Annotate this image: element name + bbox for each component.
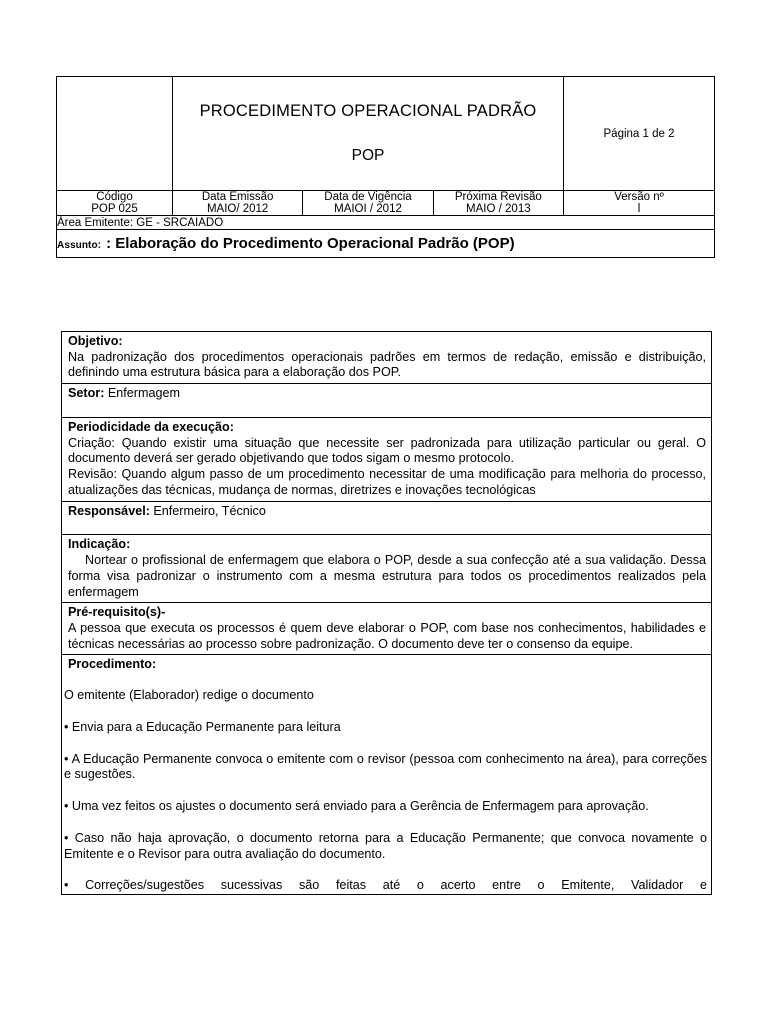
- meta-value-codigo: POP 025: [57, 203, 173, 216]
- periodicidade-cell: [62, 417, 712, 501]
- assunto-cell: [57, 230, 715, 258]
- section-pre-requisito: [62, 603, 712, 655]
- procedimento-step: O emitente (Elaborador) redige o documento: [64, 688, 314, 703]
- logo-cell: [57, 77, 173, 191]
- document-header-table: [56, 76, 715, 258]
- procedimento-step: • Correções/sugestões sucessivas são feitas até o acerto entre o Emitente, Validador e: [64, 878, 707, 893]
- section-indicacao: [62, 535, 712, 603]
- document-title-cell: [173, 77, 564, 191]
- page-indicator: Página 1 de 2: [564, 77, 715, 191]
- objetivo-cell: [62, 332, 712, 384]
- periodicidade-revisao: Revisão: Quando algum passo de um procedimento necessitar de uma modificação para melhoria do processo, atualizações das técnicas, mudança de normas, diretrizes e inovações tecnológicas: [68, 467, 706, 497]
- pre-requisito-title: Pré-requisito(s)-: [68, 605, 166, 620]
- responsavel-blank-line: [68, 519, 706, 532]
- objetivo-title: Objetivo:: [68, 334, 123, 348]
- pre-requisito-body: A pessoa que executa os processos é quem deve elaborar o POP, com base nos conhecimentos, habilidades e técnicas necessárias ao processo sobre padronização. O documento deve ter o consenso da equipe.: [68, 621, 706, 651]
- meta-value-row: [57, 203, 715, 216]
- setor-blank-line: [68, 402, 706, 415]
- objetivo-body: Na padronização dos procedimentos operacionais padrões em termos de redação, emissão e distribuição, definindo uma estrutura básica para a elaboração dos POP.: [68, 349, 706, 380]
- meta-label-row: [57, 191, 715, 204]
- assunto-text: : Elaboração do Procedimento Operacional Padrão (POP): [106, 235, 515, 252]
- meta-value-vigencia: MAIOI / 2012: [303, 203, 433, 216]
- meta-value-versao: l: [564, 203, 715, 216]
- area-emitente-row: [57, 216, 715, 230]
- area-emitente: Área Emitente: GE - SRCAIADO: [57, 216, 715, 230]
- assunto-row: [57, 230, 715, 258]
- indicacao-title: Indicação:: [68, 537, 131, 552]
- setor-cell: [62, 384, 712, 418]
- setor-value: Enfermagem: [107, 386, 180, 401]
- responsavel-cell: [62, 501, 712, 535]
- section-responsavel: [62, 501, 712, 535]
- page-title: PROCEDIMENTO OPERACIONAL PADRÃO: [199, 102, 537, 121]
- page-subtitle: POP: [351, 146, 385, 164]
- indicacao-body: Nortear o profissional de enfermagem que elabora o POP, desde a sua confecção até a sua validação. Dessa forma visa padronizar o instrumento com a mesma estrutura para todos os procedimentos realizados pela enfermagem: [68, 553, 706, 599]
- meta-value-emissao: MAIO/ 2012: [173, 203, 303, 216]
- periodicidade-criacao: Criação: Quando existir uma situação que necessite ser padronizada para utilização particular ou geral. O documento deverá ser gerado objetivando que todos sigam o mesmo protocolo.: [68, 435, 706, 466]
- pre-requisito-cell: [62, 603, 712, 655]
- procedimento-step: • A Educação Permanente convoca o emitente com o revisor (pessoa com conhecimento na área), para correções e sugestões.: [64, 751, 707, 782]
- procedimento-title: Procedimento:: [68, 657, 157, 672]
- meta-label-revisao: Próxima Revisão: [433, 191, 563, 204]
- section-objetivo: [62, 332, 712, 384]
- section-periodicidade: [62, 417, 712, 501]
- section-procedimento: [62, 655, 712, 895]
- assunto-label: Assunto:: [57, 240, 102, 251]
- section-setor: [62, 384, 712, 418]
- meta-label-vigencia: Data de Vigência: [303, 191, 433, 204]
- procedimento-cell: [62, 655, 712, 895]
- meta-label-codigo: Código: [57, 191, 173, 204]
- setor-label: Setor:: [68, 386, 105, 401]
- responsavel-label: Responsável:: [68, 503, 150, 518]
- meta-label-versao: Versão nº: [564, 191, 715, 204]
- procedimento-step: • Uma vez feitos os ajustes o documento será enviado para a Gerência de Enfermagem para aprovação.: [64, 799, 649, 814]
- meta-label-emissao: Data Emissão: [173, 191, 303, 204]
- document-body-table: [61, 331, 712, 895]
- header-title-row: [57, 77, 715, 191]
- procedimento-step: • Caso não haja aprovação, o documento retorna para a Educação Permanente; que convoca novamente o Emitente e o Revisor para outra avaliação do documento.: [64, 830, 707, 861]
- periodicidade-title: Periodicidade da execução:: [68, 419, 234, 434]
- procedimento-step: • Envia para a Educação Permanente para leitura: [64, 719, 341, 734]
- meta-value-revisao: MAIO / 2013: [433, 203, 563, 216]
- indicacao-cell: [62, 535, 712, 603]
- responsavel-value: Enfermeiro, Técnico: [153, 503, 266, 518]
